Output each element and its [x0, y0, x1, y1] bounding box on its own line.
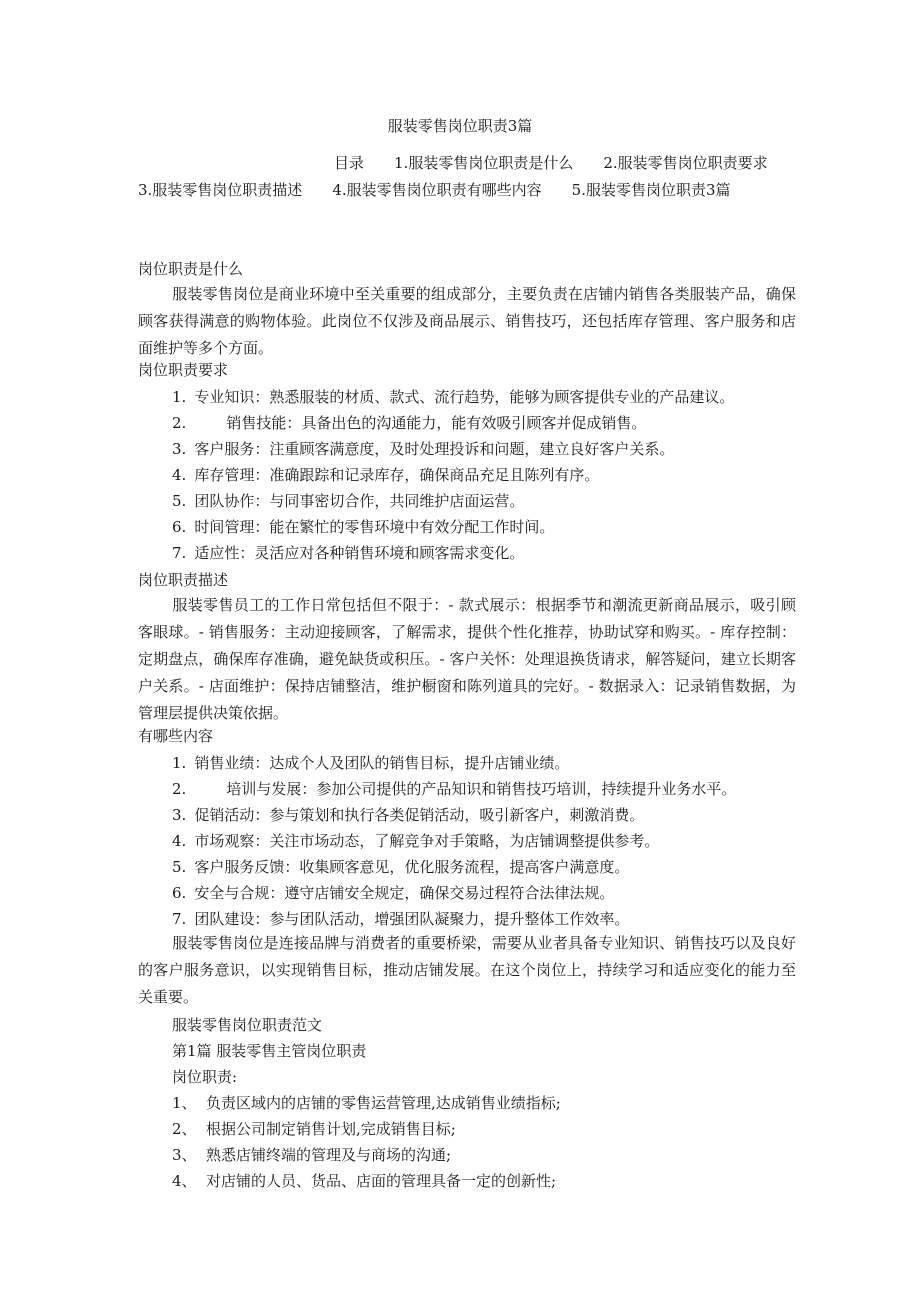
toc-label: 目录 — [334, 154, 365, 172]
list-item: 7. 适应性：灵活应对各种销售环境和顾客需求变化。 — [172, 544, 525, 562]
toc-item[interactable]: 4.服装零售岗位职责有哪些内容 — [332, 181, 542, 199]
paragraph — [138, 281, 796, 362]
list-item: 4. 市场观察：关注市场动态，了解竞争对手策略，为店铺调整提供参考。 — [172, 832, 660, 850]
paragraph-text: 服装零售岗位是连接品牌与消费者的重要桥梁，需要从业者具备专业知识、销售技巧以及良好的客户服务意识，以实现销售目标，推动店铺发展。在这个岗位上，持续学习和适应变化的能力至关重要。 — [138, 934, 796, 1006]
list-item: 7. 团队建设：参与团队活动，增强团队凝聚力，提升整体工作效率。 — [172, 910, 630, 928]
list-item: 1. 专业知识：熟悉服装的材质、款式、流行趋势，能够为顾客提供专业的产品建议。 — [172, 388, 735, 406]
page-title: 服装零售岗位职责3篇 — [387, 117, 533, 135]
toc-item[interactable]: 3.服装零售岗位职责描述 — [138, 181, 303, 199]
list-item: 4、 对店铺的人员、货品、店面的管理具备一定的创新性; — [172, 1172, 557, 1190]
list-item: 2. 销售技能：具备出色的沟通能力，能有效吸引顾客并促成销售。 — [172, 414, 647, 432]
toc-item[interactable]: 1.服装零售岗位职责是什么 — [394, 154, 574, 172]
section-heading: 岗位职责要求 — [138, 361, 229, 379]
list-item: 5. 客户服务反馈：收集顾客意见，优化服务流程，提高客户满意度。 — [172, 858, 630, 876]
list-item: 3. 促销活动：参与策划和执行各类促销活动，吸引新客户，刺激消费。 — [172, 806, 645, 824]
section-heading: 有哪些内容 — [138, 727, 214, 745]
list-item: 1. 销售业绩：达成个人及团队的销售目标，提升店铺业绩。 — [172, 754, 570, 772]
list-item: 6. 安全与合规：遵守店铺安全规定，确保交易过程符合法律法规。 — [172, 884, 615, 902]
section-heading: 岗位职责描述 — [138, 571, 229, 589]
paragraph — [138, 930, 796, 1011]
paragraph-text: 服装零售岗位是商业环境中至关重要的组成部分，主要负责在店铺内销售各类服装产品，确保顾客获得满意的购物体验。此岗位不仅涉及商品展示、销售技巧，还包括库存管理、客户服务和店面维护等多个方面。 — [138, 285, 796, 357]
list-item: 1、 负责区域内的店铺的零售运营管理,达成销售业绩指标; — [172, 1094, 561, 1112]
list-item: 2、 根据公司制定销售计划,完成销售目标; — [172, 1120, 456, 1138]
toc-item[interactable]: 2.服装零售岗位职责要求 — [603, 154, 768, 172]
paragraph — [138, 592, 796, 727]
duties-label: 岗位职责: — [172, 1068, 238, 1086]
part-title: 第1篇 服装零售主管岗位职责 — [172, 1042, 367, 1060]
section-heading: 岗位职责是什么 — [138, 260, 244, 278]
table-of-contents — [138, 150, 798, 204]
list-item: 3、 熟悉店铺终端的管理及与商场的沟通; — [172, 1146, 452, 1164]
list-item: 6. 时间管理：能在繁忙的零售环境中有效分配工作时间。 — [172, 518, 555, 536]
list-item: 3. 客户服务：注重顾客满意度，及时处理投诉和问题，建立良好客户关系。 — [172, 440, 675, 458]
list-item: 4. 库存管理：准确跟踪和记录库存，确保商品充足且陈列有序。 — [172, 466, 600, 484]
sample-heading: 服装零售岗位职责范文 — [172, 1016, 323, 1034]
list-item: 2. 培训与发展：参加公司提供的产品知识和销售技巧培训，持续提升业务水平。 — [172, 780, 737, 798]
toc-item[interactable]: 5.服装零售岗位职责3篇 — [571, 181, 731, 199]
paragraph-text: 服装零售员工的工作日常包括但不限于：- 款式展示：根据季节和潮流更新商品展示，吸引顾客眼球。- 销售服务：主动迎接顾客，了解需求，提供个性化推荐，协助试穿和购买。- 库存控制：定期盘点，确保库存准确，避免缺货或积压。- 客户关怀：处理退换货请求，解答疑问，建立长期客户关系。- 店面维护：保持店铺整洁，维护橱窗和陈列道具的完好。- 数据录入：记录销售数据，为管理层提供决策依据。 — [138, 596, 796, 722]
list-item: 5. 团队协作：与同事密切合作，共同维护店面运营。 — [172, 492, 525, 510]
